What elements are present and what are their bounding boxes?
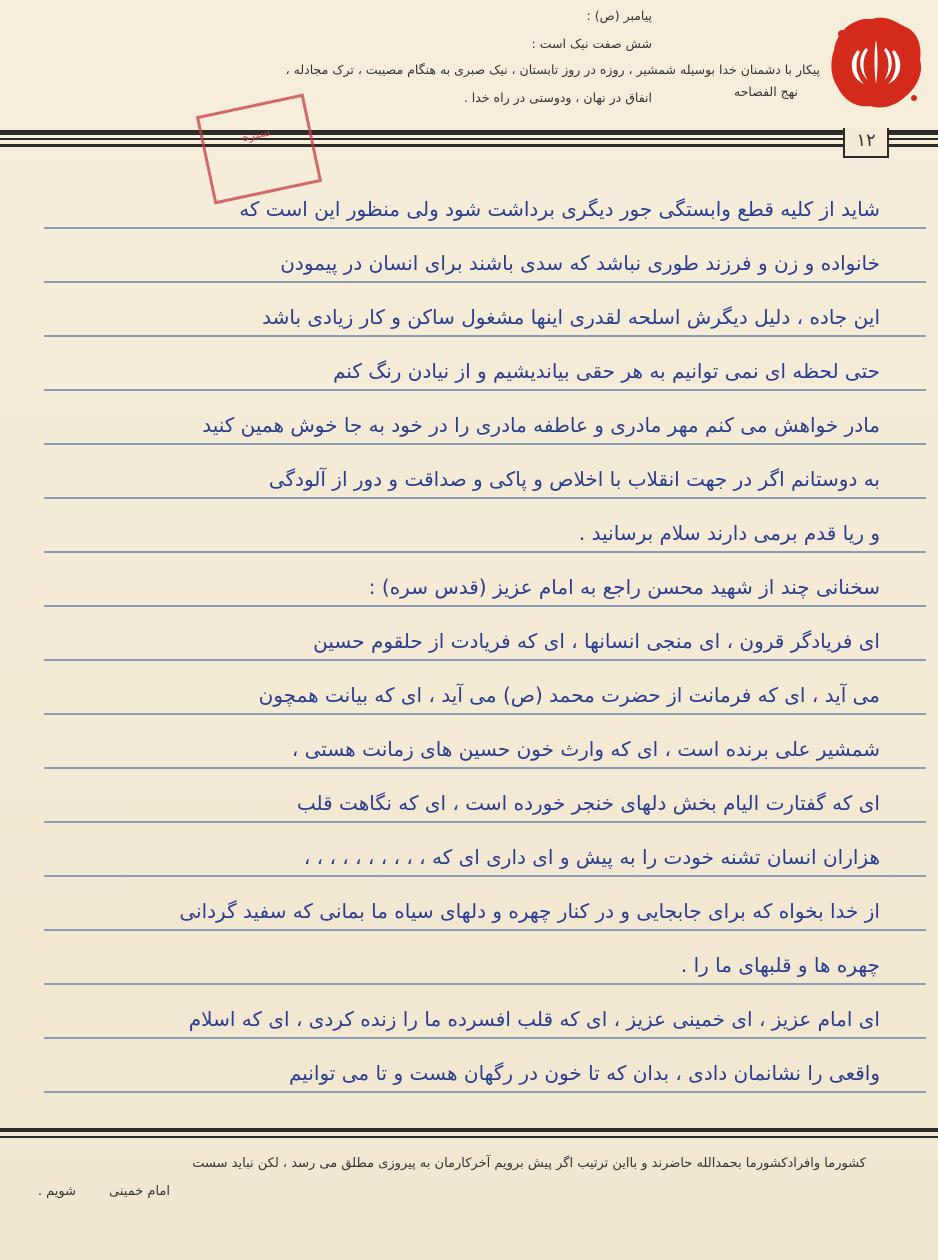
rule-line [44, 659, 926, 661]
header-divider-mid [0, 144, 938, 147]
handwritten-line-15: چهره ها و قلبهای ما را . [680, 953, 880, 977]
header-divider-thin [0, 138, 938, 140]
rule-line [44, 281, 926, 283]
page-header [0, 0, 938, 130]
handwritten-line-11: شمشیر علی برنده است ، ای که وارث خون حسین های زمانت هستی ، [291, 737, 880, 761]
handwritten-line-4: حتی لحظه ای نمی توانیم به هر حقی بیاندیشیم و از نیادن رنگ کنم [333, 359, 880, 383]
footer-quote-line1: کشورما وافرادکشورما بحمدالله حاضرند و بااین ترتیب اگر پیش برویم آخرکارمان به پیروزی مطلق می رسد ، لکن نباید سست [192, 1156, 866, 1171]
footer-attribution: امام خمینی [109, 1184, 170, 1199]
rule-line [44, 227, 926, 229]
handwritten-line-14: از خدا بخواه که برای جابجایی و در کنار چهره و دلهای سیاه ما بمانی که سفید گردانی [179, 899, 880, 923]
header-source: نهج الفصاحه [734, 84, 798, 99]
handwritten-line-13: هزاران انسان تشنه خودت را به پیش و ای داری ای که ، ، ، ، ، ، ، ، ، ، [303, 845, 880, 869]
header-virtues-title: شش صفت نیک است : [531, 36, 652, 51]
header-virtues-line2: انفاق در نهان ، ودوستی در راه خدا . [463, 90, 652, 105]
handwritten-line-17: واقعی را نشانمان دادی ، بدان که تا خون در رگهان هست و تا می توانیم [289, 1061, 880, 1085]
handwritten-line-3: این جاده ، دلیل دیگرش اسلحه لقدری اینها مشغول ساکن و کار زیادی باشد [262, 305, 880, 329]
handwritten-line-2: خانواده و زن و فرزند طوری نباشد که سدی باشند برای انسان در پیمودن [280, 251, 880, 275]
header-prophet-line: پیامبر (ص) : [586, 8, 652, 23]
handwritten-line-5: مادر خواهش می کنم مهر مادری و عاطفه مادری را در خود به جا خوش همین کنید [202, 413, 880, 437]
rule-line [44, 821, 926, 823]
rule-line [44, 767, 926, 769]
page-number: ۱۲ [843, 128, 889, 158]
rule-line [44, 551, 926, 553]
handwritten-line-6: به دوستانم اگر در جهت انقلاب با اخلاص و پاکی و صداقت و دور از آلودگی [268, 467, 880, 491]
handwritten-line-9: ای فریادگر قرون ، ای منجی انسانها ، ای که فریادت از حلقوم حسین [313, 629, 880, 653]
footer-quote-line2: شویم . [37, 1184, 76, 1199]
rule-line [44, 983, 926, 985]
iran-emblem-logo-icon [828, 14, 924, 110]
header-virtues-line1: پیکار با دشمنان خدا بوسیله شمشیر ، روزه در روز تابستان ، نیک صبری به هنگام مصیبت ، ترک مجادله ، [285, 62, 820, 77]
rule-line [44, 875, 926, 877]
ruled-writing-area [44, 175, 926, 1120]
rule-line [44, 335, 926, 337]
handwritten-line-1: شاید از کلیه قطع وابستگی جور دیگری برداشت شود ولی منظور این است که [239, 197, 880, 221]
handwritten-line-8: سخنانی چند از شهید محسن راجع به امام عزیز (قدس سره) : [368, 575, 880, 599]
rule-line [44, 389, 926, 391]
rule-line [44, 1091, 926, 1093]
rule-line [44, 1037, 926, 1039]
rule-line [44, 497, 926, 499]
handwritten-line-12: ای که گفتارت الیام بخش دلهای خنجر خورده است ، ای که نگاهت قلب [296, 791, 880, 815]
page-footer [0, 1128, 938, 1260]
handwritten-line-10: می آید ، ای که فرمانت از حضرت محمد (ص) می آید ، ای که بیانت همچون [258, 683, 880, 707]
red-stamp: سیره [196, 94, 322, 205]
rule-line [44, 713, 926, 715]
rule-line [44, 443, 926, 445]
header-divider-thick [0, 130, 938, 135]
rule-line [44, 929, 926, 931]
rule-line [44, 605, 926, 607]
handwritten-line-16: ای امام عزیز ، ای خمینی عزیز ، ای که قلب افسرده ما را زنده کردی ، ای که اسلام [188, 1007, 880, 1031]
handwritten-line-7: و ریا قدم برمی دارند سلام برسانید . [578, 521, 880, 545]
